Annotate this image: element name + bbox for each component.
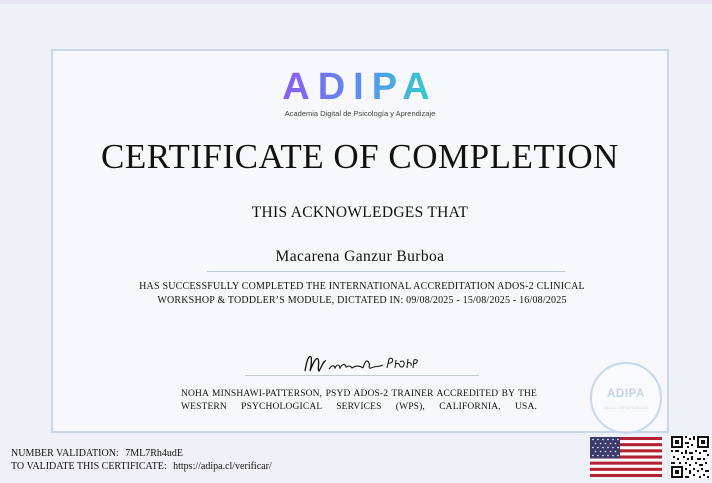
- seal-title: ADIPA: [607, 388, 645, 400]
- trainer-statement: [181, 388, 537, 414]
- svg-text:ADIPA: ADIPA: [282, 66, 438, 105]
- validation-number-row: [11, 447, 272, 460]
- validation-block: [11, 447, 272, 473]
- adipa-logo: [53, 65, 667, 105]
- validation-url-row: [11, 460, 272, 473]
- certificate-card: [51, 49, 669, 433]
- trainer-line-2: WESTERN PSYCHOLOGICAL SERVICES (WPS), CALIFORNIA, USA.: [181, 402, 537, 412]
- logo-subtitle: Academia Digital de Psicología y Aprendizaje: [284, 109, 436, 118]
- seal-subtitle: SELLO CERTIFICACIÓN: [603, 405, 649, 410]
- validation-number-value: 7ML7Rh4udE: [125, 448, 183, 459]
- signature-line: [245, 375, 479, 376]
- completion-statement: [103, 280, 621, 307]
- trainer-line-1: NOHA MINSHAWI-PATTERSON, PSYD ADOS-2 TRAINER ACCREDITED BY THE: [181, 389, 537, 399]
- completion-line-2: WORKSHOP & TODDLER’S MODULE, DICTATED IN: 09/08/2025 - 15/08/2025 - 16/08/2025: [157, 294, 567, 306]
- name-underline: [207, 271, 565, 272]
- us-flag-icon: [590, 437, 662, 482]
- completion-line-1: HAS SUCCESSFULLY COMPLETED THE INTERNATIONAL ACCREDITATION ADOS-2 CLINICAL: [139, 281, 585, 292]
- validation-number-label: NUMBER VALIDATION:: [11, 448, 119, 459]
- top-divider: [0, 0, 712, 4]
- acknowledges-text: THIS ACKNOWLEDGES THAT: [251, 204, 469, 221]
- signature-icon: [299, 351, 429, 382]
- validation-url-link[interactable]: https://adipa.cl/verificar/: [173, 461, 272, 472]
- adipa-seal: [590, 362, 662, 434]
- qr-code-icon[interactable]: [670, 435, 710, 483]
- validation-url-label: TO VALIDATE THIS CERTIFICATE:: [11, 461, 167, 472]
- recipient-name: Macarena Ganzur Burboa: [275, 248, 445, 265]
- adipa-wordmark-icon: [275, 65, 445, 105]
- certificate-title: CERTIFICATE OF COMPLETION: [101, 137, 619, 176]
